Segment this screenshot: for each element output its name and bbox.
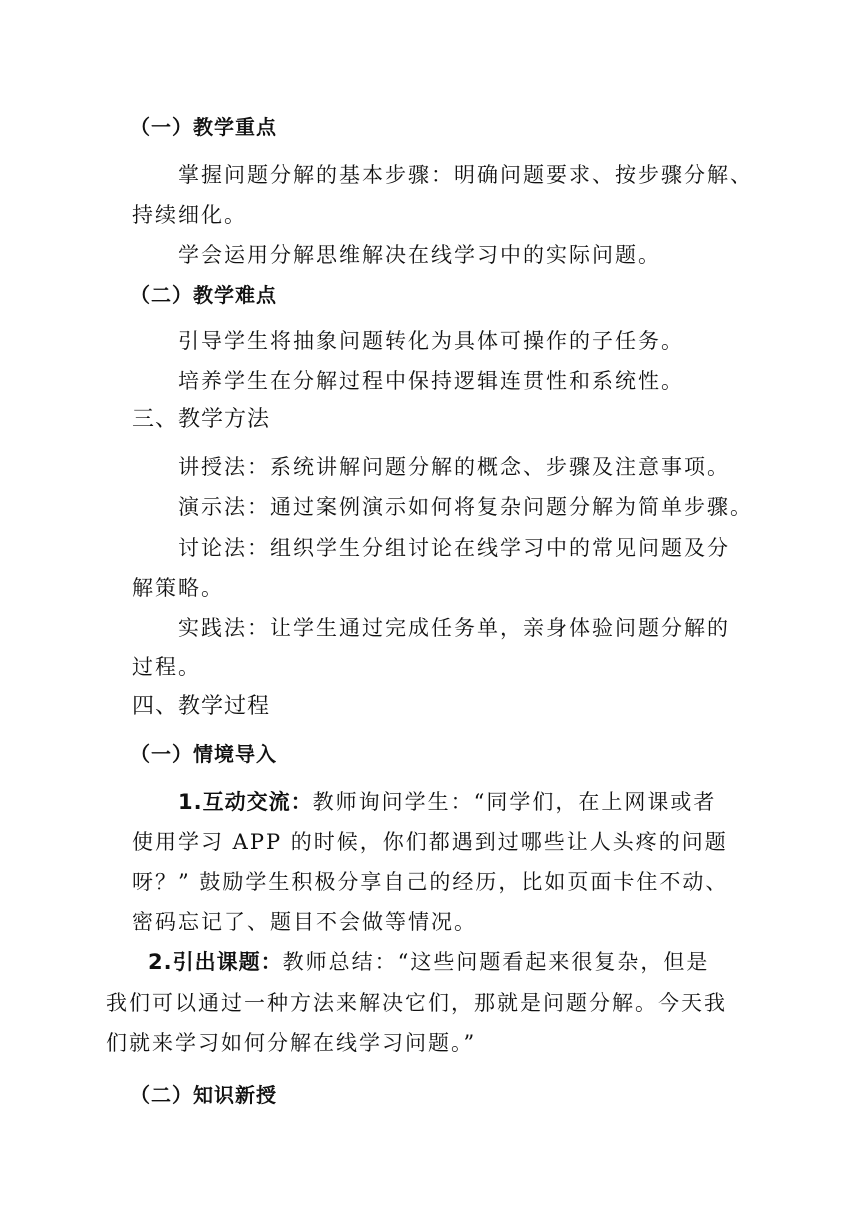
paragraph-line: 掌握问题分解的基本步骤：明确问题要求、按步骤分解、 xyxy=(178,163,753,187)
paragraph-line: 我们可以通过一种方法来解决它们，那就是问题分解。今天我 xyxy=(106,991,727,1015)
heading-scenario-intro: （一）情境导入 xyxy=(130,742,277,766)
heading-teaching-process: 四、教学过程 xyxy=(132,694,271,719)
paragraph-line: 密码忘记了、题目不会做等情况。 xyxy=(132,910,477,934)
paragraph-line: 讲授法：系统讲解问题分解的概念、步骤及注意事项。 xyxy=(178,455,730,479)
heading-teaching-methods: 三、教学方法 xyxy=(132,407,271,432)
paragraph-line: 实践法：让学生通过完成任务单，亲身体验问题分解的 xyxy=(178,616,730,640)
paragraph-line: 学会运用分解思维解决在线学习中的实际问题。 xyxy=(178,243,661,267)
paragraph-line: 演示法：通过案例演示如何将复杂问题分解为简单步骤。 xyxy=(178,495,753,519)
paragraph-line: 使用学习 APP 的时候，你们都遇到过哪些让人头疼的问题 xyxy=(132,830,728,854)
line-text: 教师总结：“这些问题看起来很复杂，但是 xyxy=(282,950,710,974)
paragraph-line xyxy=(178,787,716,817)
line-text: 教师询问学生：“同学们，在上网课或者 xyxy=(312,790,717,814)
paragraph-line: 讨论法：组织学生分组讨论在线学习中的常见问题及分 xyxy=(178,536,730,560)
bold-lead: 2.引出课题： xyxy=(148,950,283,974)
paragraph-line: 呀？” 鼓励学生积极分享自己的经历，比如页面卡住不动、 xyxy=(132,870,729,894)
heading-new-knowledge: （二）知识新授 xyxy=(130,1083,277,1107)
heading-key-points: （一）教学重点 xyxy=(130,115,277,139)
paragraph-line xyxy=(148,947,709,977)
paragraph-line: 过程。 xyxy=(132,655,201,679)
paragraph-line: 持续细化。 xyxy=(132,203,247,227)
paragraph-line: 们就来学习如何分解在线学习问题。” xyxy=(106,1031,477,1055)
paragraph-line: 引导学生将抽象问题转化为具体可操作的子任务。 xyxy=(178,329,684,353)
paragraph-line: 培养学生在分解过程中保持逻辑连贯性和系统性。 xyxy=(178,369,684,393)
paragraph-line: 解策略。 xyxy=(132,576,224,600)
heading-difficulties: （二）教学难点 xyxy=(130,283,277,307)
bold-lead: 1.互动交流： xyxy=(178,790,313,814)
